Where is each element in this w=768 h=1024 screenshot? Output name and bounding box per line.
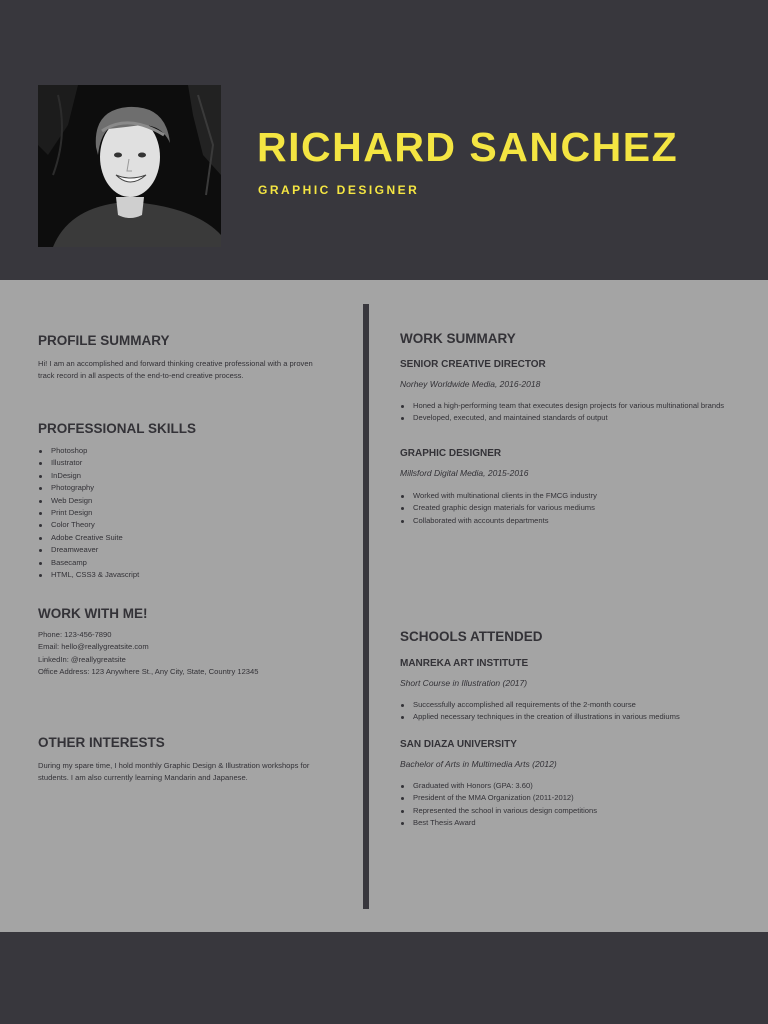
footer-band <box>0 932 768 1024</box>
job-title: GRAPHIC DESIGNER <box>400 448 502 459</box>
job-point: Developed, executed, and maintained standards of output <box>400 412 730 424</box>
profile-summary-heading: PROFILE SUMMARY <box>38 333 170 348</box>
skill-item: Adobe Creative Suite <box>38 532 139 544</box>
job-points <box>400 400 730 425</box>
job-point: Worked with multinational clients in the FMCG industry <box>400 490 597 502</box>
skill-item: HTML, CSS3 & Javascript <box>38 569 139 581</box>
skill-item: Basecamp <box>38 557 139 569</box>
candidate-title: GRAPHIC DESIGNER <box>258 183 420 197</box>
skill-item: Print Design <box>38 507 139 519</box>
skill-item: InDesign <box>38 470 139 482</box>
skill-item: Dreamweaver <box>38 544 139 556</box>
contact-address: Office Address: 123 Anywhere St., Any City, State, Country 12345 <box>38 667 259 677</box>
school-points <box>400 780 597 830</box>
skills-heading: PROFESSIONAL SKILLS <box>38 421 197 436</box>
contact-email: Email: hello@reallygreatsite.com <box>38 642 149 652</box>
school-name: SAN DIAZA UNIVERSITY <box>400 739 517 750</box>
school-points <box>400 699 680 724</box>
job-title: SENIOR CREATIVE DIRECTOR <box>400 359 546 370</box>
skills-list <box>38 445 139 581</box>
job-points <box>400 490 597 527</box>
skill-item: Illustrator <box>38 457 139 469</box>
schools-heading: SCHOOLS ATTENDED <box>400 629 543 644</box>
contact-linkedin: LinkedIn: @reallygreatsite <box>38 654 126 664</box>
portrait-image <box>38 85 221 247</box>
contact-heading: WORK WITH ME! <box>38 606 148 621</box>
school-point: Graduated with Honors (GPA: 3.60) <box>400 780 597 792</box>
interests-text: During my spare time, I hold monthly Graphic Design & Illustration workshops for students. I am also currently learning Mandarin and Japanese. <box>38 761 310 783</box>
skill-item: Photoshop <box>38 445 139 457</box>
contact-phone: Phone: 123-456-7890 <box>38 630 112 639</box>
job-meta: Millsford Digital Media, 2015-2016 <box>400 468 529 478</box>
job-point: Collaborated with accounts departments <box>400 515 597 527</box>
job-point: Honed a high-performing team that executes design projects for various multinational brands <box>400 400 730 412</box>
school-name: MANREKA ART INSTITUTE <box>400 658 529 669</box>
job-meta: Norhey Worldwide Media, 2016-2018 <box>400 379 541 389</box>
school-meta: Bachelor of Arts in Multimedia Arts (2012) <box>400 759 557 769</box>
school-point: Successfully accomplished all requirements of the 2-month course <box>400 699 680 711</box>
skill-item: Web Design <box>38 495 139 507</box>
interests-heading: OTHER INTERESTS <box>38 735 165 750</box>
candidate-name: RICHARD SANCHEZ <box>257 124 679 170</box>
school-point: Best Thesis Award <box>400 817 597 829</box>
profile-photo <box>38 85 221 247</box>
column-divider <box>363 304 369 909</box>
work-summary-heading: WORK SUMMARY <box>400 331 516 346</box>
profile-summary-text: Hi! I am an accomplished and forward thinking creative professional with a proven track record in all aspects of the end-to-end creative process. <box>38 359 313 381</box>
skill-item: Photography <box>38 482 139 494</box>
contact-block <box>38 629 338 679</box>
skill-item: Color Theory <box>38 519 139 531</box>
school-point: President of the MMA Organization (2011-2012) <box>400 792 597 804</box>
school-meta: Short Course in Illustration (2017) <box>400 678 528 688</box>
school-point: Applied necessary techniques in the creation of illustrations in various mediums <box>400 711 680 723</box>
school-point: Represented the school in various design competitions <box>400 805 597 817</box>
job-point: Created graphic design materials for various mediums <box>400 502 597 514</box>
